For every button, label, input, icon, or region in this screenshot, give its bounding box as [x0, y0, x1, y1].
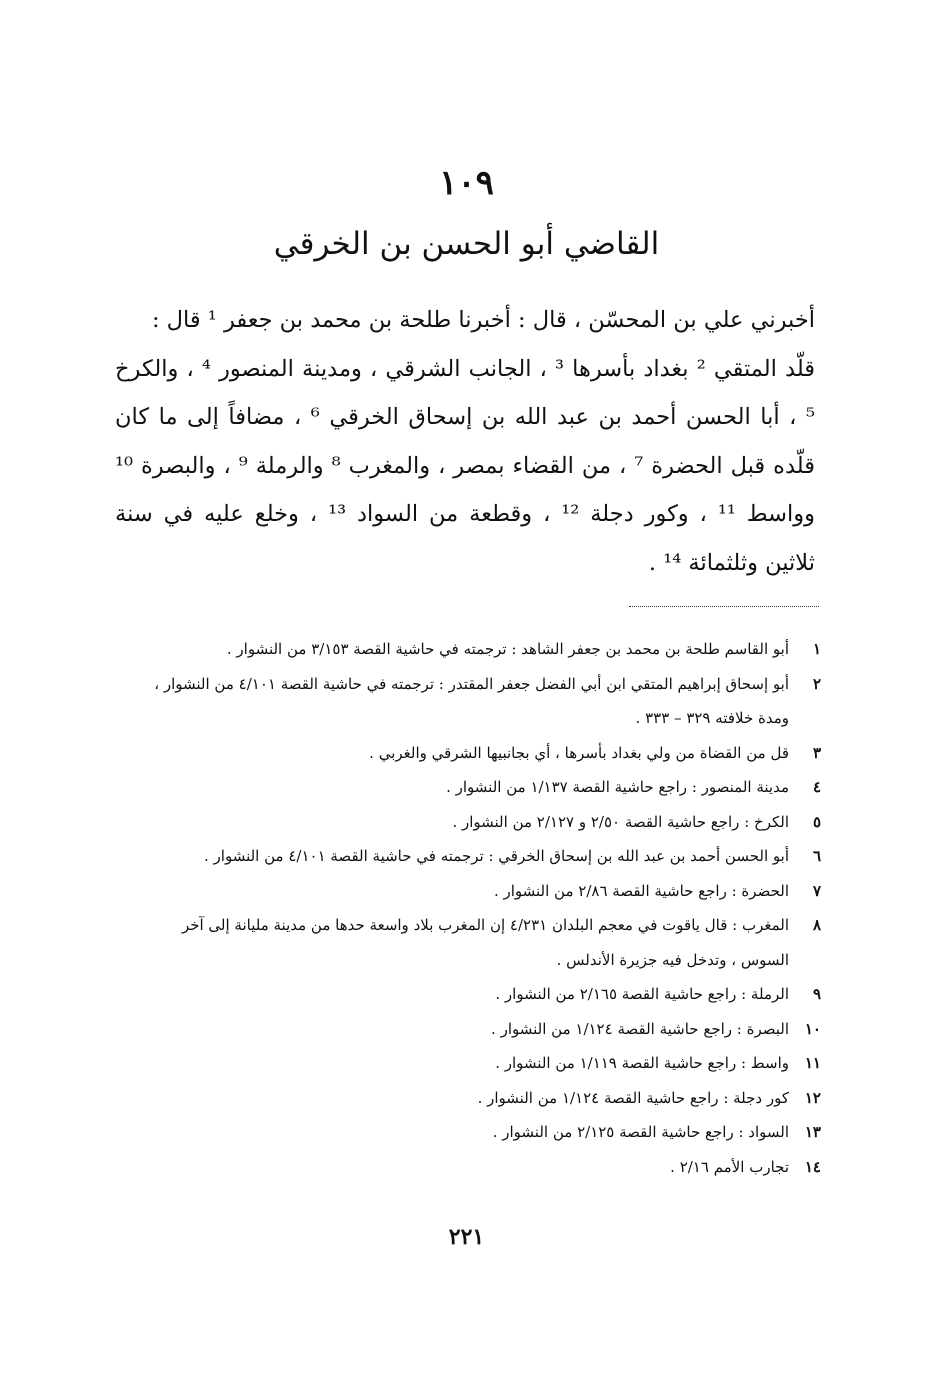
- footnote-text: البصرة : راجع حاشية القصة ١/١٢٤ من النشوار .: [491, 1019, 789, 1038]
- footnote-12: [141, 1081, 821, 1116]
- footnote-divider: [629, 606, 819, 607]
- footnote-4: [141, 770, 821, 805]
- footnote-13: [141, 1115, 821, 1150]
- footnote-number: ١: [812, 640, 821, 658]
- footnote-number: ١٤: [804, 1157, 821, 1176]
- footnote-text: مدينة المنصور : راجع حاشية القصة ١/١٣٧ من النشوار .: [446, 778, 789, 796]
- footnote-number: ٨: [812, 916, 821, 934]
- footnote-number: ١١: [804, 1054, 821, 1072]
- footnote-14: [141, 1150, 821, 1185]
- footnote-text: كور دجلة : راجع حاشية القصة ١/١٢٤ من النشوار .: [477, 1088, 789, 1107]
- footnote-number: ٧: [812, 881, 821, 900]
- story-number: ١٠٩: [439, 163, 494, 203]
- footnote-3: [141, 736, 821, 771]
- story-body: [115, 296, 815, 587]
- page-number: ٢٢١: [448, 1224, 485, 1250]
- story-title: القاضي أبو الحسن بن الخرقي: [273, 226, 660, 262]
- footnote-7: [141, 874, 821, 909]
- footnote-text: المغرب : قال ياقوت في معجم البلدان ٤/٢٣١ إن المغرب بلاد واسعة حدها من مدينة مليانة إلى آخر السوس ، وتدخل فيه جزيرة الأندلس .: [181, 916, 789, 969]
- footnote-text: الكرخ : راجع حاشية القصة ٢/٥٠ و ٢/١٢٧ من النشوار .: [452, 812, 789, 831]
- footnote-number: ٤: [812, 778, 821, 796]
- footnote-number: ١٣: [804, 1123, 821, 1141]
- footnote-number: ٩: [812, 985, 821, 1003]
- footnote-text: أبو إسحاق إبراهيم المتقي ابن أبي الفضل جعفر المقتدر : ترجمته في حاشية القصة ٤/١٠١ من النشوار ، ومدة خلافته ٣٢٩ – ٣٣٣ .: [154, 674, 789, 727]
- footnote-number: ١٢: [804, 1088, 821, 1107]
- footnote-6: [141, 839, 821, 874]
- footnote-number: ٢: [812, 674, 821, 693]
- footnote-number: ٦: [812, 847, 821, 865]
- footnote-5: [141, 805, 821, 840]
- footnote-text: أبو الحسن أحمد بن عبد الله بن إسحاق الخرقي : ترجمته في حاشية القصة ٤/١٠١ من النشوار .: [204, 847, 789, 865]
- footnote-text: واسط : راجع حاشية القصة ١/١١٩ من النشوار .: [495, 1054, 789, 1072]
- footnote-text: تجارب الأمم ٢/١٦ .: [670, 1157, 789, 1176]
- footnote-number: ٥: [812, 812, 821, 831]
- footnote-number: ١٠: [804, 1019, 821, 1038]
- body-paragraph-isnad: أخبرني علي بن المحسّن ، قال : أخبرنا طلحة بن محمد بن جعفر ¹ قال :: [151, 307, 815, 333]
- footnote-9: [141, 977, 821, 1012]
- footnote-11: [141, 1046, 821, 1081]
- footnote-1: [141, 632, 821, 667]
- footnote-text: أبو القاسم طلحة بن محمد بن جعفر الشاهد : ترجمته في حاشية القصة ٣/١٥٣ من النشوار .: [226, 640, 789, 658]
- footnotes-list: [141, 632, 821, 1184]
- footnote-text: قل من القضاة من ولي بغداد بأسرها ، أي بجانبيها الشرقي والغربي .: [369, 743, 789, 762]
- footnote-text: الحضرة : راجع حاشية القصة ٢/٨٦ من النشوار .: [493, 881, 789, 900]
- footnote-10: [141, 1012, 821, 1047]
- body-paragraph-main: قلّد المتقي ² بغداد بأسرها ³ ، الجانب الشرقي ، ومدينة المنصور ⁴ ، والكرخ ⁵ ، أبا الحسن أحمد بن عبد الله بن إسحاق الخرقي ⁶ ، مضافاً إلى ما كان قلّده قبل الحضرة ⁷ ، من القضاء بمصر ، والمغرب ⁸ والرملة ⁹ ، والبصرة ¹⁰ وواسط ¹¹ ، وكور دجلة ¹² ، وقطعة من السواد ¹³ ، وخلع عليه في سنة ثلاثين وثلثمائة ¹⁴ .: [115, 355, 816, 576]
- footnote-number: ٣: [812, 743, 821, 762]
- footnote-2: [141, 667, 821, 736]
- footnote-8: [141, 908, 821, 977]
- footnote-text: السواد : راجع حاشية القصة ٢/١٢٥ من النشوار .: [492, 1123, 789, 1141]
- footnote-text: الرملة : راجع حاشية القصة ٢/١٦٥ من النشوار .: [495, 985, 789, 1003]
